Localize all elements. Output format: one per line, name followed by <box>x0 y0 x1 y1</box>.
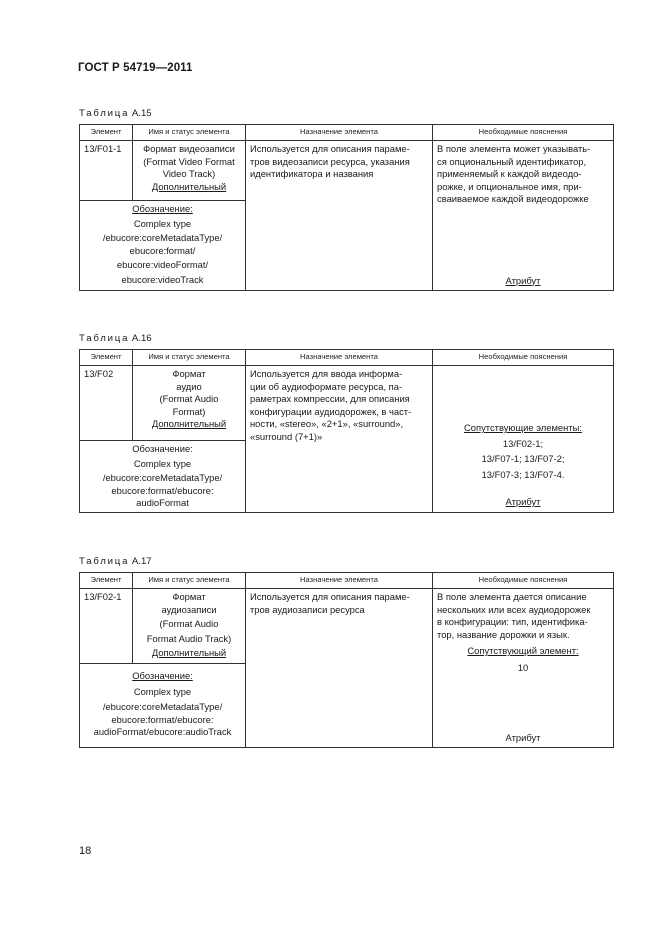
purpose-line: тров аудиозаписи ресурса <box>250 603 365 615</box>
notes-line: В поле элемента дается описание <box>437 591 587 602</box>
element-notes <box>433 589 614 748</box>
standard-header: ГОСТ Р 54719—2011 <box>78 62 193 74</box>
header-element: Элемент <box>80 125 133 141</box>
purpose-line: идентификатора и названия <box>250 168 374 179</box>
table-caption-a15 <box>79 108 152 119</box>
related-item: 13/F02-1; <box>502 437 544 449</box>
purpose-line: Используется для ввода информа- <box>250 368 403 379</box>
element-designation <box>80 201 246 291</box>
purpose-line: ности, «stereo», «2+1», «surround», <box>250 418 404 429</box>
header-element: Элемент <box>80 573 133 589</box>
purpose-line: Используется для описания параме- <box>250 591 410 602</box>
related-label: Сопутствующие элементы: <box>464 422 582 433</box>
related-item: 13/F07-3; 13/F07-4. <box>481 468 565 480</box>
name-line: Формат <box>172 368 206 379</box>
element-code: 13/F02 <box>80 366 133 441</box>
name-line: аудиозаписи <box>161 603 217 615</box>
notes-line: ся опциональный идентификатор, <box>437 155 587 167</box>
page-number: 18 <box>79 845 92 857</box>
element-purpose <box>246 141 433 291</box>
name-line: Video Track) <box>162 168 216 179</box>
notes-line: рожке, и опциональное имя, при- <box>437 180 582 192</box>
purpose-line: конфигурации аудиодорожек, в част- <box>250 405 412 417</box>
notes-line: сваиваемое каждой видеодорожке <box>437 193 589 204</box>
name-line: (Format Audio <box>159 393 219 404</box>
element-designation <box>80 441 246 513</box>
attribute-label: Атрибут <box>505 274 541 286</box>
table-row <box>80 366 614 441</box>
caption-word: Таблица <box>79 108 130 119</box>
table-caption-a16 <box>79 333 152 344</box>
caption-number: А.15 <box>131 108 152 119</box>
designation-path-line: audioFormat <box>136 497 189 508</box>
header-notes: Необходимые пояснения <box>433 350 614 366</box>
table-header-row <box>80 573 614 589</box>
element-notes <box>433 141 614 291</box>
designation-path-line: /ebucore:coreMetadataType/ <box>102 232 223 243</box>
name-line: (Format Audio <box>159 618 219 629</box>
header-purpose: Назначение элемента <box>246 573 433 589</box>
designation-path-line: /ebucore:coreMetadataType/ <box>102 472 223 483</box>
caption-number: А.17 <box>131 556 152 567</box>
name-line: Формат <box>172 591 206 602</box>
designation-type: Complex type <box>133 685 192 697</box>
element-code: 13/F02-1 <box>80 589 133 664</box>
designation-label: Обозначение: <box>132 203 193 214</box>
designation-path-line: ebucore:videoFormat/ <box>116 259 209 270</box>
status-label: Дополнительный <box>151 647 227 658</box>
header-name-status: Имя и статус элемента <box>133 573 246 589</box>
table-header-row <box>80 125 614 141</box>
related-item: 13/F07-1; 13/F07-2; <box>481 453 565 464</box>
designation-path-line: audioFormat/ebucore:audioTrack <box>93 726 232 737</box>
header-notes: Необходимые пояснения <box>433 573 614 589</box>
purpose-line: «surround (7+1)» <box>250 430 323 442</box>
name-line: Format) <box>172 405 206 417</box>
table-a16 <box>79 349 614 513</box>
element-purpose <box>246 589 433 748</box>
element-name-status <box>133 589 246 664</box>
designation-type: Complex type <box>133 217 192 229</box>
name-line: аудио <box>176 380 202 392</box>
element-designation <box>80 664 246 748</box>
attribute-label: Атрибут <box>505 731 541 743</box>
notes-line: нескольких или всех аудиодорожек <box>437 603 591 615</box>
table-header-row <box>80 350 614 366</box>
notes-text <box>437 591 609 641</box>
name-line: Format Audio Track) <box>146 632 232 644</box>
purpose-line: Используется для описания параме- <box>250 143 410 154</box>
related-elements <box>433 422 613 481</box>
designation-path-line: /ebucore:coreMetadataType/ <box>102 701 223 712</box>
notes-line: тор, название дорожки и язык. <box>437 628 570 640</box>
notes-line: применяемый к каждой видеодо- <box>437 168 582 179</box>
table-a15 <box>79 124 614 291</box>
attribute-label: Атрибут <box>505 496 541 507</box>
purpose-line: ции об аудиоформате ресурса, па- <box>250 380 403 392</box>
table-caption-a17 <box>79 556 152 567</box>
related-label: Сопутствующий элемент: <box>467 645 579 656</box>
designation-path-line: ebucore:format/ebucore: <box>111 713 214 725</box>
header-element: Элемент <box>80 350 133 366</box>
name-line: Формат видеозаписи <box>143 143 235 154</box>
designation-label: Обозначение: <box>132 443 193 454</box>
caption-number: А.16 <box>131 333 152 344</box>
element-name-status <box>133 141 246 201</box>
header-purpose: Назначение элемента <box>246 125 433 141</box>
status-label: Дополнительный <box>151 180 227 192</box>
designation-label: Обозначение: <box>132 670 193 681</box>
designation-path-line: ebucore:format/ <box>129 244 196 256</box>
element-code: 13/F01-1 <box>80 141 133 201</box>
element-notes <box>433 366 614 513</box>
designation-path-line: ebucore:format/ebucore: <box>111 484 214 496</box>
notes-line: в конфигурации: тип, идентифика- <box>437 616 588 627</box>
header-notes: Необходимые пояснения <box>433 125 614 141</box>
table-a17 <box>79 572 614 748</box>
status-label: Дополнительный <box>151 418 227 429</box>
table-row <box>80 589 614 664</box>
related-item: 10 <box>517 661 529 673</box>
purpose-line: раметрах компрессии, для описания <box>250 393 410 404</box>
designation-type: Complex type <box>133 457 192 469</box>
notes-line: В поле элемента может указывать- <box>437 143 591 154</box>
header-name-status: Имя и статус элемента <box>133 125 246 141</box>
caption-word: Таблица <box>79 556 130 567</box>
header-purpose: Назначение элемента <box>246 350 433 366</box>
designation-path-line: ebucore:videoTrack <box>121 273 204 285</box>
caption-word: Таблица <box>79 333 130 344</box>
table-row <box>80 141 614 201</box>
purpose-line: тров видеозаписи ресурса, указания <box>250 155 410 167</box>
element-purpose <box>246 366 433 513</box>
name-line: (Format Video Format <box>143 155 235 167</box>
element-name-status <box>133 366 246 441</box>
header-name-status: Имя и статус элемента <box>133 350 246 366</box>
